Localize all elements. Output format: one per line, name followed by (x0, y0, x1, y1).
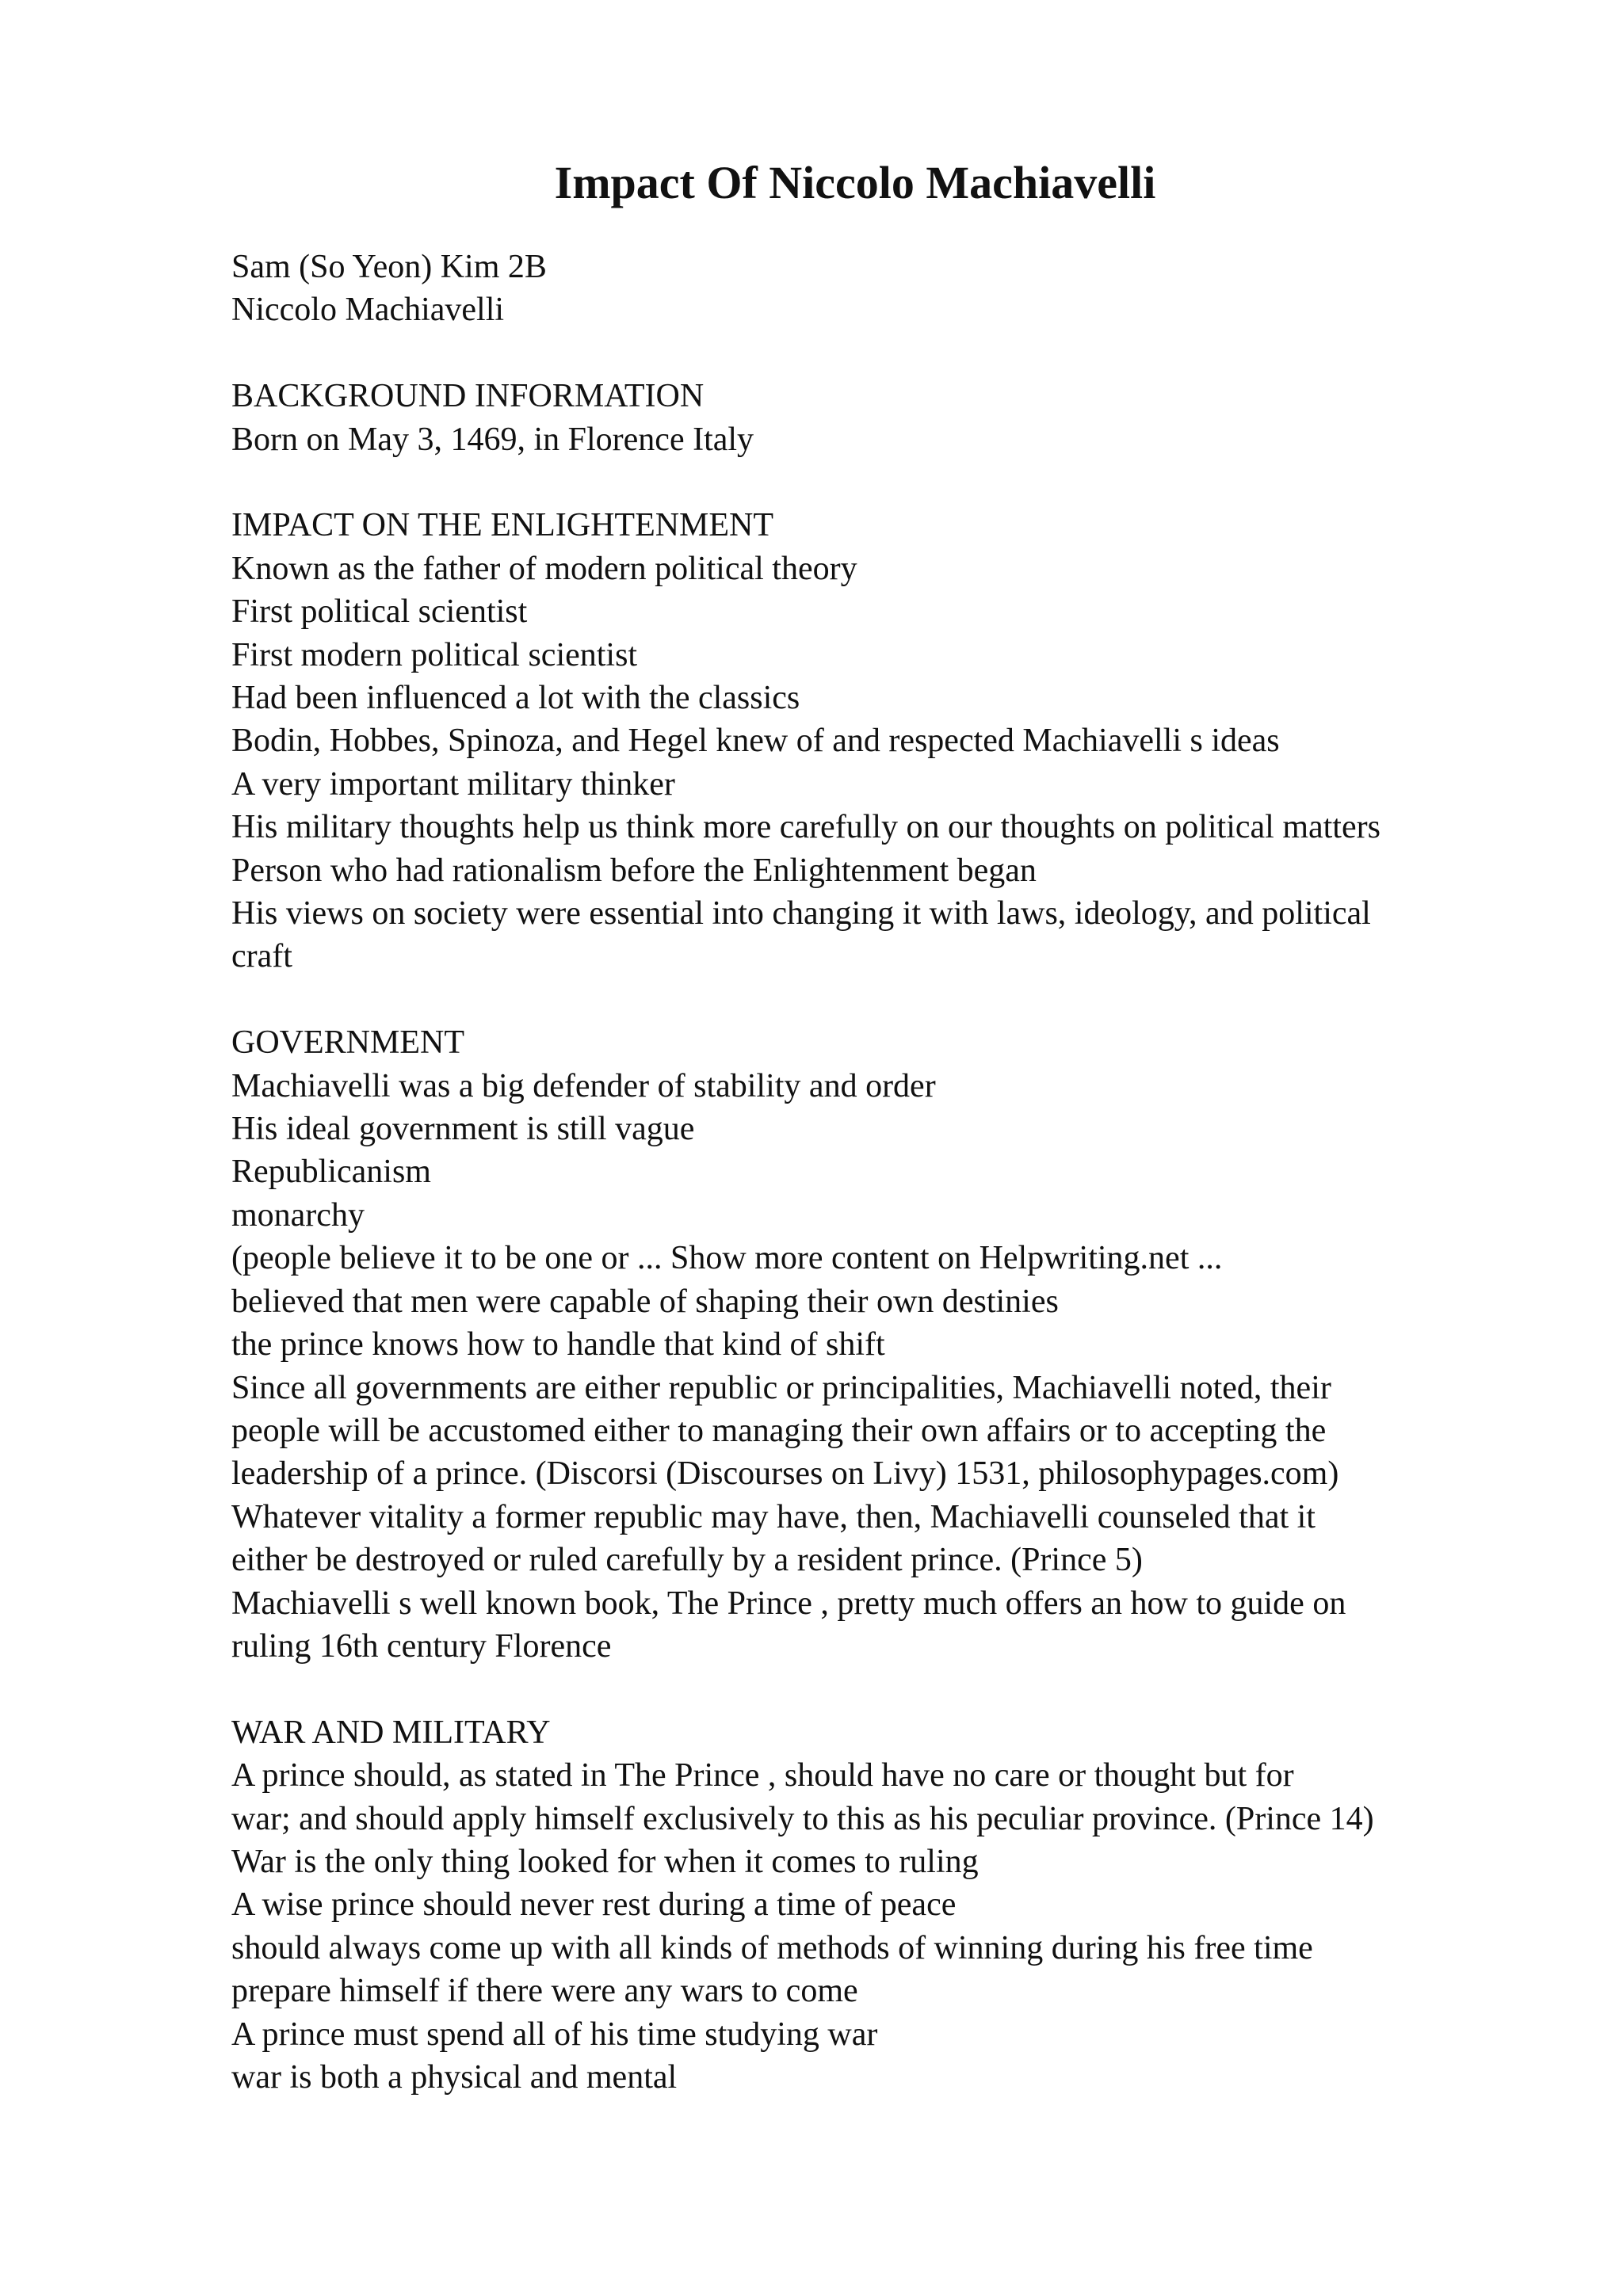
war-line: war; and should apply himself exclusively to this as his peculiar province. (Prince 14) (231, 1800, 1374, 1837)
government-line: monarchy (231, 1196, 365, 1234)
enlightenment-line: His military thoughts help us think more carefully on our thoughts on political matters (231, 809, 1381, 846)
government-line: people will be accustomed either to managing their own affairs or to accepting the (231, 1412, 1327, 1449)
government-line: the prince knows how to handle that kind of shift (231, 1326, 885, 1363)
government-line: (people believe it to be one or ... Show more content on Helpwriting.net ... (231, 1240, 1223, 1277)
author-line: Sam (So Yeon) Kim 2B (231, 249, 547, 285)
government-line: Since all governments are either republic or principalities, Machiavelli noted, their (231, 1369, 1331, 1406)
spacer (231, 978, 1610, 1021)
government-line: either be destroyed or ruled carefully by a resident prince. (Prince 5) (231, 1542, 1143, 1579)
enlightenment-line: Had been influenced a lot with the classics (231, 680, 800, 717)
spacer (231, 461, 1610, 504)
government-line: Republicanism (231, 1154, 431, 1191)
section-heading-government: GOVERNMENT (231, 1024, 464, 1062)
war-line: prepare himself if there were any wars to come (231, 1973, 858, 2010)
war-line: war is both a physical and mental (231, 2059, 678, 2096)
section-heading-war: WAR AND MILITARY (231, 1714, 551, 1751)
document-title: Impact Of Niccolo Machiavelli (554, 157, 1156, 208)
enlightenment-line: Person who had rationalism before the Enlightenment began (231, 852, 1037, 889)
subject-line: Niccolo Machiavelli (231, 292, 505, 329)
war-line: should always come up with all kinds of methods of winning during his free time (231, 1929, 1313, 1966)
war-line: War is the only thing looked for when it comes to ruling (231, 1843, 979, 1880)
background-line: Born on May 3, 1469, in Florence Italy (231, 421, 754, 458)
enlightenment-line: First modern political scientist (231, 636, 638, 673)
war-line: A prince must spend all of his time studying war (231, 2016, 878, 2053)
spacer (231, 332, 1610, 375)
spacer (231, 1668, 1610, 1711)
government-line: His ideal government is still vague (231, 1111, 695, 1148)
enlightenment-line: First political scientist (231, 593, 528, 631)
government-line: ruling 16th century Florence (231, 1627, 612, 1665)
enlightenment-line: Bodin, Hobbes, Spinoza, and Hegel knew of and respected Machiavelli s ideas (231, 723, 1280, 760)
government-line: Machiavelli was a big defender of stability and order (231, 1067, 936, 1104)
document-body (231, 246, 1610, 2099)
section-heading-background: BACKGROUND INFORMATION (231, 378, 705, 415)
government-line: believed that men were capable of shaping their own destinies (231, 1283, 1059, 1320)
enlightenment-line: Known as the father of modern political theory (231, 550, 857, 587)
government-line: Machiavelli s well known book, The Prince , pretty much offers an how to guide on (231, 1585, 1346, 1622)
enlightenment-line: His views on society were essential into changing it with laws, ideology, and political (231, 895, 1371, 933)
enlightenment-line: craft (231, 938, 292, 975)
section-heading-enlightenment: IMPACT ON THE ENLIGHTENMENT (231, 507, 774, 544)
enlightenment-line: A very important military thinker (231, 765, 675, 803)
war-line: A wise prince should never rest during a time of peace (231, 1886, 957, 1924)
government-line: Whatever vitality a former republic may have, then, Machiavelli counseled that it (231, 1498, 1316, 1535)
government-line: leadership of a prince. (Discorsi (Discourses on Livy) 1531, philosophypages.com) (231, 1455, 1339, 1493)
war-line: A prince should, as stated in The Prince , should have no care or thought but for (231, 1757, 1294, 1794)
